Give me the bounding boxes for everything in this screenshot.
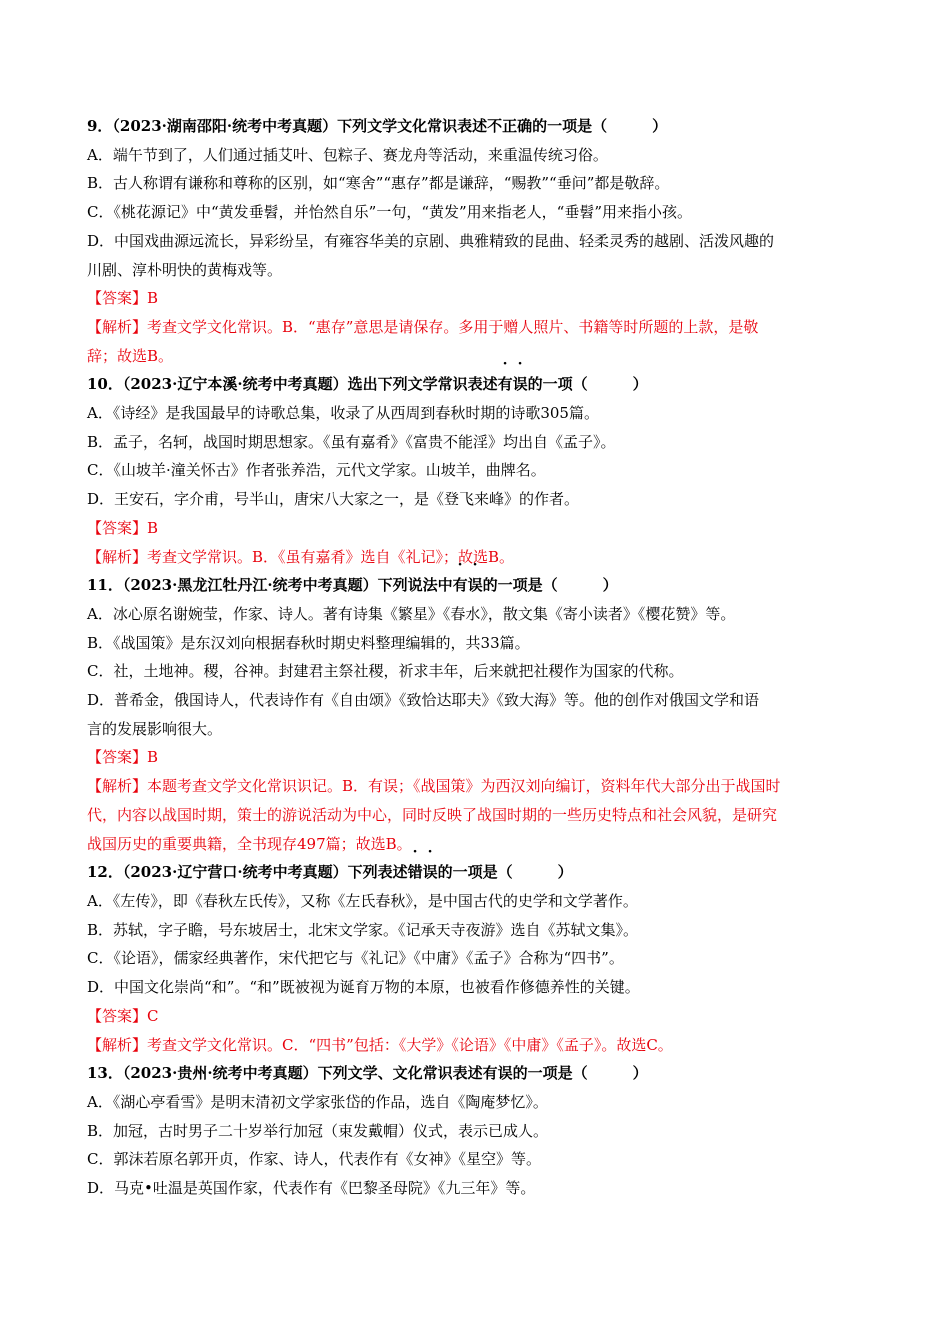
analysis-continued: 辞；故选B。 [87,346,174,365]
stem-suffix: 的一项是（ ） [482,576,618,595]
analysis-continued: 战国历史的重要典籍，全书现存497篇；故选B。 [87,834,412,853]
question-13 [87,1059,862,1203]
option-b: B．孟子，名轲，战国时期思想家。《虽有嘉肴》《富贵不能淫》均出自《孟子》。 [87,432,616,451]
analysis: 【解析】考查文学文化常识。B．“惠存”意思是请保存。多用于赠人照片、书籍等时所题的上款，是敬 [87,317,759,336]
option-d: D．中国文化崇尚“和”。“和”既被视为诞育万物的本原，也被看作修德养性的关键。 [87,978,640,997]
option-c: C．《山坡羊·潼关怀古》作者张养浩，元代文学家。山坡羊，曲牌名。 [87,461,546,480]
question-stem [87,571,862,600]
option-c: C．郭沫若原名郭开贞，作家、诗人，代表作有《女神》《星空》等。 [87,1150,541,1169]
emphasis-char: 误 [422,863,438,882]
question-stem: 13．（2023·贵州·统考中考真题）下列文学、文化常识表述有误的一项是（ ） [87,1064,648,1083]
analysis: 【解析】考查文学文化常识。C．“四书”包括：《大学》《论语》《中庸》《孟子》。故选C。 [87,1035,673,1054]
option-d: D．马克•吐温是英国作家，代表作有《巴黎圣母院》《九三年》等。 [87,1179,536,1198]
option-a: A．冰心原名谢婉莹，作家、诗人。著有诗集《繁星》《春水》，散文集《寄小读者》《樱花赞》等。 [87,604,736,623]
question-12 [87,858,862,1059]
option-b: B．加冠，古时男子二十岁举行加冠（束发戴帽）仪式，表示已成人。 [87,1121,549,1140]
option-c: C．《桃花源记》中“黄发垂髫，并怡然自乐”一句，“黄发”用来指老人，“垂髫”用来指小孩。 [87,203,692,222]
stem-prefix: 11．（2023·黑龙江牡丹江·统考中考真题）下列说法中 [87,576,453,595]
question-list [87,112,862,1203]
option-d-continued: 川剧、淳朴明快的黄梅戏等。 [87,260,283,279]
option-d: D．中国戏曲源远流长，异彩纷呈，有雍容华美的京剧、典雅精致的昆曲、轻柔灵秀的越剧、活泼风趣的 [87,231,775,250]
stem-prefix: 12．（2023·辽宁营口·统考中考真题）下列表述 [87,863,408,882]
question-stem [87,858,862,887]
question-10 [87,370,862,571]
option-a: A．《诗经》是我国最早的诗歌总集，收录了从西周到春秋时期的诗歌305篇。 [87,404,599,423]
option-a: A．端午节到了，人们通过插艾叶、包粽子、赛龙舟等活动，来重温传统习俗。 [87,145,608,164]
option-b: B．古人称谓有谦称和尊称的区别，如“寒舍”“惠存”都是谦辞，“赐教”“垂问”都是敬辞。 [87,174,670,193]
question-stem: 9．（2023·湖南邵阳·统考中考真题）下列文学文化常识表述不正确的一项是（ ） [87,117,668,135]
option-c: C．社，土地神。稷，谷神。封建君主祭社稷，祈求丰年，后来就把社稷作为国家的代称。 [87,662,684,681]
option-d: D．普希金，俄国诗人，代表诗作有《自由颂》《致恰达耶夫》《致大海》等。他的创作对俄国文学和语 [87,691,760,710]
emphasis-char: 有 [497,375,513,394]
option-a: A．《湖心亭看雪》是明末清初文学家张岱的作品，选自《陶庵梦忆》。 [87,1092,548,1111]
option-b: B．《战国策》是东汉刘向根据春秋时期史料整理编辑的，共33篇。 [87,633,530,652]
answer: 【答案】C [87,1006,159,1025]
emphasis-char: 误 [467,576,483,595]
answer: 【答案】B [87,518,159,537]
stem-suffix: 的一项（ ） [527,375,648,394]
answer: 【答案】B [87,748,159,767]
option-a: A．《左传》，即《春秋左氏传》，又称《左氏春秋》，是中国古代的史学和文学著作。 [87,891,638,910]
option-b: B．苏轼，字子瞻，号东坡居士，北宋文学家。《记承天寺夜游》选自《苏轼文集》。 [87,920,639,939]
question-9 [87,112,862,370]
question-11 [87,571,862,858]
answer: 【答案】B [87,289,159,308]
emphasis-char: 错 [407,863,423,882]
option-d-continued: 言的发展影响很大。 [87,719,223,738]
emphasis-char: 误 [512,375,528,394]
option-c: C．《论语》，儒家经典著作，宋代把它与《礼记》《中庸》《孟子》合称为“四书”。 [87,949,624,968]
emphasis-char: 有 [452,576,468,595]
analysis: 【解析】本题考查文学文化常识识记。B．有误；《战国策》为西汉刘向编订，资料年代大部分出于战国时 [87,777,781,796]
question-stem [87,370,862,399]
stem-prefix: 10．（2023·辽宁本溪·统考中考真题）选出下列文学常识表述 [87,375,498,394]
stem-suffix: 的一项是（ ） [437,863,573,882]
option-d: D．王安石，字介甫，号半山，唐宋八大家之一，是《登飞来峰》的作者。 [87,490,580,509]
analysis-continued: 代，内容以战国时期，策士的游说活动为中心，同时反映了战国时期的一些历史特点和社会风貌，是研究 [87,805,778,824]
analysis: 【解析】考查文学常识。B．《虽有嘉肴》选自《礼记》；故选B。 [87,547,515,566]
